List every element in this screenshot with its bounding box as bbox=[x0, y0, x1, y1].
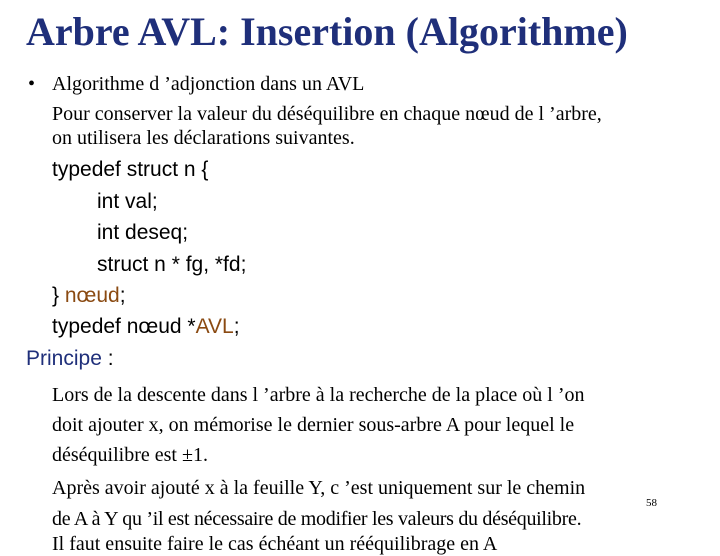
principe-line-3: déséquilibre est ±1. bbox=[52, 444, 208, 466]
principe-line-1: Lors de la descente dans l ’arbre à la recherche de la place où l ’on bbox=[52, 384, 585, 406]
intro-heading: Algorithme d ’adjonction dans un AVL bbox=[52, 73, 365, 95]
slide-title: Arbre AVL: Insertion (Algorithme) bbox=[26, 9, 628, 54]
code-semicolon: ; bbox=[119, 284, 126, 307]
page-number: 58 bbox=[646, 497, 657, 509]
principe-cut-line: Il faut ensuite faire le cas échéant un rééquilibrage en A bbox=[52, 533, 498, 555]
intro-line-2: on utilisera les déclarations suivantes. bbox=[52, 127, 355, 149]
code-line-1: typedef struct n { bbox=[52, 158, 209, 181]
code-type-name: nœud bbox=[64, 284, 120, 307]
principe-heading bbox=[26, 347, 114, 371]
code-line-5 bbox=[52, 284, 126, 308]
code-avl-name: AVL bbox=[195, 315, 234, 338]
principe-line-4: Après avoir ajouté x à la feuille Y, c ’est uniquement sur le chemin bbox=[52, 477, 586, 499]
principe-line-5: de A à Y qu ’il est nécessaire de modifier les valeurs du déséquilibre. bbox=[52, 508, 582, 530]
principe-colon: : bbox=[101, 347, 114, 370]
principe-line-2: doit ajouter x, on mémorise le dernier sous-arbre A pour lequel le bbox=[52, 414, 575, 436]
principe-label: Principe bbox=[26, 347, 102, 370]
code-brace: } bbox=[52, 284, 65, 307]
intro-line-1: Pour conserver la valeur du déséquilibre en chaque nœud de l ’arbre, bbox=[52, 103, 602, 125]
code-typedef-prefix: typedef nœud * bbox=[52, 315, 196, 338]
code-semicolon-2: ; bbox=[233, 315, 240, 338]
bullet-icon: • bbox=[28, 73, 36, 95]
code-line-6 bbox=[52, 315, 240, 339]
code-line-3: int deseq; bbox=[97, 221, 189, 244]
code-line-4: struct n * fg, *fd; bbox=[97, 253, 247, 276]
code-line-2: int val; bbox=[97, 190, 158, 213]
